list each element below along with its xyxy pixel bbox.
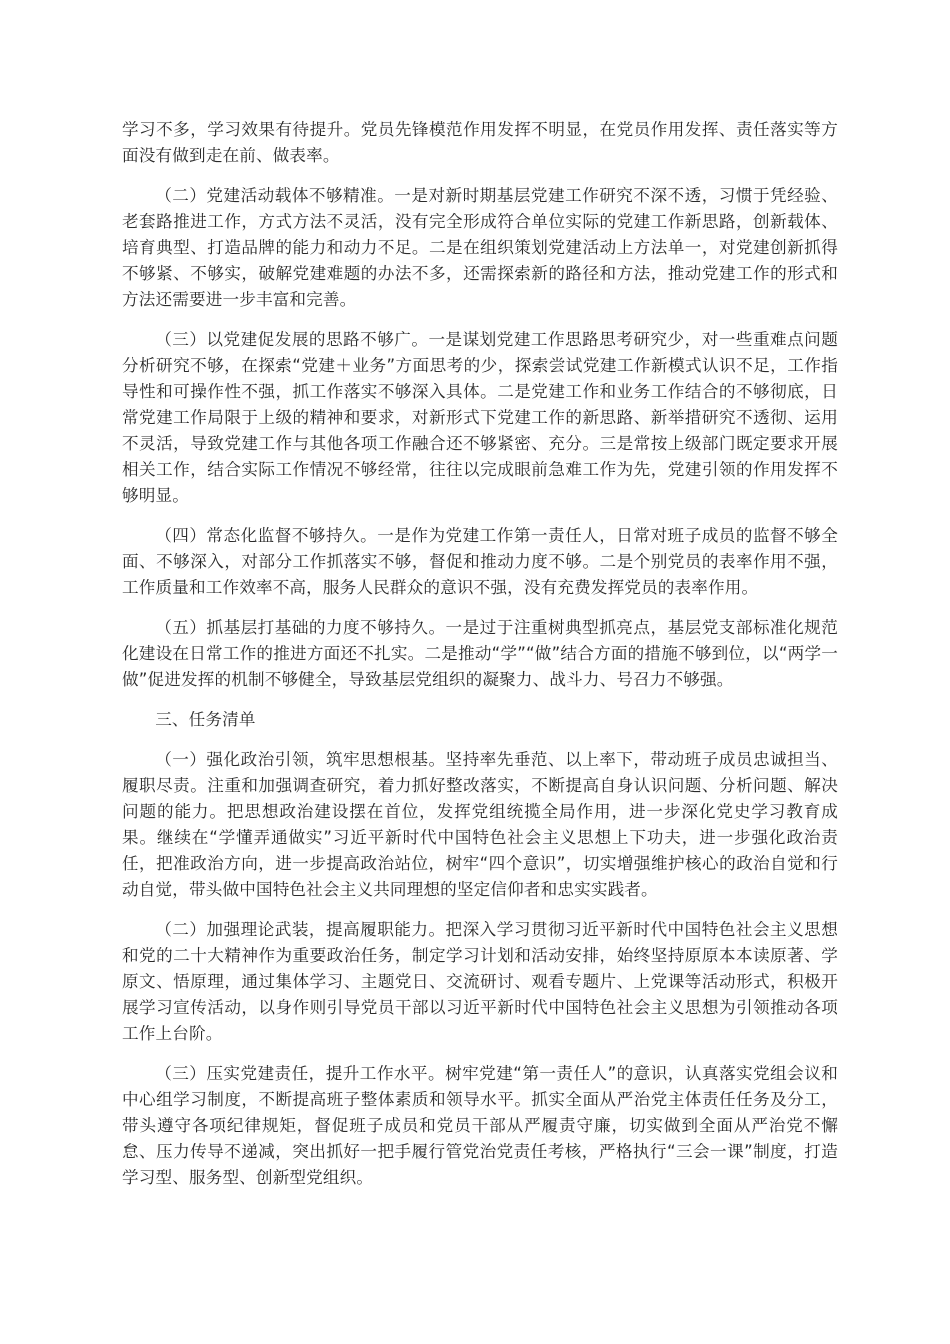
paragraph-task-2: （二）加强理论武装，提高履职能力。把深入学习贯彻习近平新时代中国特色社会主义思想和党的二十大精神作为重要政治任务，制定学习计划和活动安排，始终坚持原原本本读原著、学原文、悟原理，通过集体学习、主题党日、交流研讨、观看专题片、上党课等活动形式，积极开展学习宣传活动，以身作则引导党员干部以习近平新时代中国特色社会主义思想为引领推动各项工作上台阶。 bbox=[122, 920, 838, 1043]
paragraph-issue-3: （三）以党建促发展的思路不够广。一是谋划党建工作思路思考研究少，对一些重难点问题分析研究不够，在探索“党建＋业务”方面思考的少，探索尝试党建工作新模式认识不足，工作指导性和可操作性不强，抓工作落实不够深入具体。二是党建工作和业务工作结合的不够彻底，日常党建工作局限于上级的精神和要求，对新形式下党建工作的新思路、新举措研究不透彻、运用不灵活，导致党建工作与其他各项工作融合还不够紧密、充分。三是常按上级部门既定要求开展相关工作，结合实际工作情况不够经常，往往以完成眼前急难工作为先，党建引领的作用发挥不够明显。 bbox=[122, 330, 838, 505]
document-page bbox=[122, 117, 838, 1205]
paragraph-issue-2: （二）党建活动载体不够精准。一是对新时期基层党建工作研究不深不透，习惯于凭经验、老套路推进工作，方式方法不灵活，没有完全形成符合单位实际的党建工作新思路，创新载体、培育典型、打造品牌的能力和动力不足。二是在组织策划党建活动上方法单一，对党建创新抓得不够紧、不够实，破解党建难题的办法不多，还需探索新的路径和方法，推动党建工作的形式和方法还需要进一步丰富和完善。 bbox=[122, 186, 838, 309]
paragraph-task-3: （三）压实党建责任，提升工作水平。树牢党建“第一责任人”的意识，认真落实党组会议和中心组学习制度，不断提高班子整体素质和领导水平。抓实全面从严治党主体责任任务及分工，带头遵守各项纪律规矩，督促班子成员和党员干部从严履责守廉，切实做到全面从严治党不懈怠、压力传导不递减，突出抓好一把手履行管党治党责任考核，严格执行“三会一课”制度，打造学习型、服务型、创新型党组织。 bbox=[122, 1064, 838, 1187]
section-heading: 三、任务清单 bbox=[155, 710, 256, 729]
paragraph-issue-5: （五）抓基层打基础的力度不够持久。一是过于注重树典型抓亮点，基层党支部标准化规范化建设在日常工作的推进方面还不扎实。二是推动“学”“做”结合方面的措施不够到位，以“两学一做”促进发挥的机制不够健全，导致基层党组织的凝聚力、战斗力、号召力不够强。 bbox=[122, 618, 838, 689]
paragraph-issue-4: （四）常态化监督不够持久。一是作为党建工作第一责任人，日常对班子成员的监督不够全面、不够深入，对部分工作抓落实不够，督促和推动力度不够。二是个别党员的表率作用不强，工作质量和工作效率不高，服务人民群众的意识不强，没有充费发挥党员的表率作用。 bbox=[122, 526, 838, 597]
paragraph-continued: 学习不多，学习效果有待提升。党员先锋模范作用发挥不明显，在党员作用发挥、责任落实等方面没有做到走在前、做表率。 bbox=[122, 120, 838, 165]
paragraph-task-1: （一）强化政治引领，筑牢思想根基。坚持率先垂范、以上率下，带动班子成员忠诚担当、履职尽责。注重和加强调查研究，着力抓好整改落实，不断提高自身认识问题、分析问题、解决问题的能力。把思想政治建设摆在首位，发挥党组统揽全局作用，进一步深化党史学习教育成果。继续在“学懂弄通做实”习近平新时代中国特色社会主义思想上下功夫，进一步强化政治责任，把准政治方向，进一步提高政治站位，树牢“四个意识”，切实增强维护核心的政治自觉和行动自觉，带头做中国特色社会主义共同理想的坚定信仰者和忠实实践者。 bbox=[122, 750, 838, 899]
